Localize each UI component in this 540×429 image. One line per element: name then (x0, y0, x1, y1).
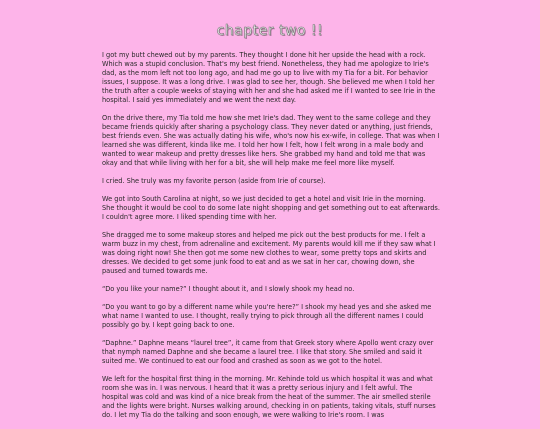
paragraph: I cried. She truly was my favorite person (aside from Irie of course). (102, 177, 326, 185)
paragraph: “Daphne.” Daphne means “laurel tree”, it came from that Greek story where Apollo went crazy over that nymph named Daphne and she became a laurel tree. I like that story. She smiled and said it suited me. We continued to eat our food and crashed as soon as we got to the hotel. (102, 339, 434, 365)
paragraph: “Do you like your name?” I thought about it, and I slowly shook my head no. (102, 285, 355, 293)
paragraph: We left for the hospital first thing in the morning. Mr. Kehinde told us which hospital it was and what room she was in. I was nervous. I heard that it was a pretty serious injury and I felt awful. The hospital was cold and was kind of a nice break from the heat of the summer. The air smelled sterile and the lights were bright. Nurses walking around, checking in on patients, taking vitals, stuff nurses do. I let my Tia do the talking and soon enough, we were walking to Irie's room. I was (102, 375, 436, 419)
paragraph: “Do you want to go by a different name while you're here?” I shook my head yes and she asked me what name I wanted to use. I thought, really trying to pick through all the different names I could possibly go by. I kept going back to one. (102, 303, 432, 329)
paragraph: On the drive there, my Tia told me how she met Irie's dad. They went to the same college and they became friends quickly after sharing a psychology class. They never dated or anything, just friends, best friends even. She was actually dating his wife, who's now his ex-wife, in college. That was when I learned she was different, kinda like me. I told her how I felt, how I felt wrong in a male body and wanted to wear makeup and pretty dresses like hers. She grabbed my hand and told me that was okay and that while living with her for a bit, she will help make me feel more like myself. (102, 114, 440, 167)
chapter-title-wrap (0, 0, 540, 46)
chapter-body (102, 51, 440, 429)
paragraph: We got into South Carolina at night, so we just decided to get a hotel and visit Irie in the morning. She thought it would be cool to do some late night shopping and get something out to eat afterwards. I couldn't agree more. I liked spending time with her. (102, 195, 440, 221)
paragraph: I got my butt chewed out by my parents. They thought I done hit her upside the head with a rock. Which was a stupid conclusion. That's my best friend. Nonetheless, they had me apologize to Irie's dad, as the mom left not too long ago, and had me go up to live with my Tia for a bit. For behavior issues, I suppose. It was a long drive. I was glad to see her, though. She believed me when I told her the truth after a couple weeks of staying with her and she had asked me if I wanted to see Irie in the hospital. I said yes immediately and we went the next day. (102, 51, 436, 104)
paragraph: She dragged me to some makeup stores and helped me pick out the best products for me. I felt a warm buzz in my chest, from adrenaline and excitement. My parents would kill me if they saw what I was doing right now! She then got me some new clothes to wear, some pretty tops and skirts and dresses. We decided to get some junk food to eat and as we sat in her car, chowing down, she paused and turned towards me. (102, 231, 436, 275)
chapter-title: chapter two !! (216, 23, 324, 39)
